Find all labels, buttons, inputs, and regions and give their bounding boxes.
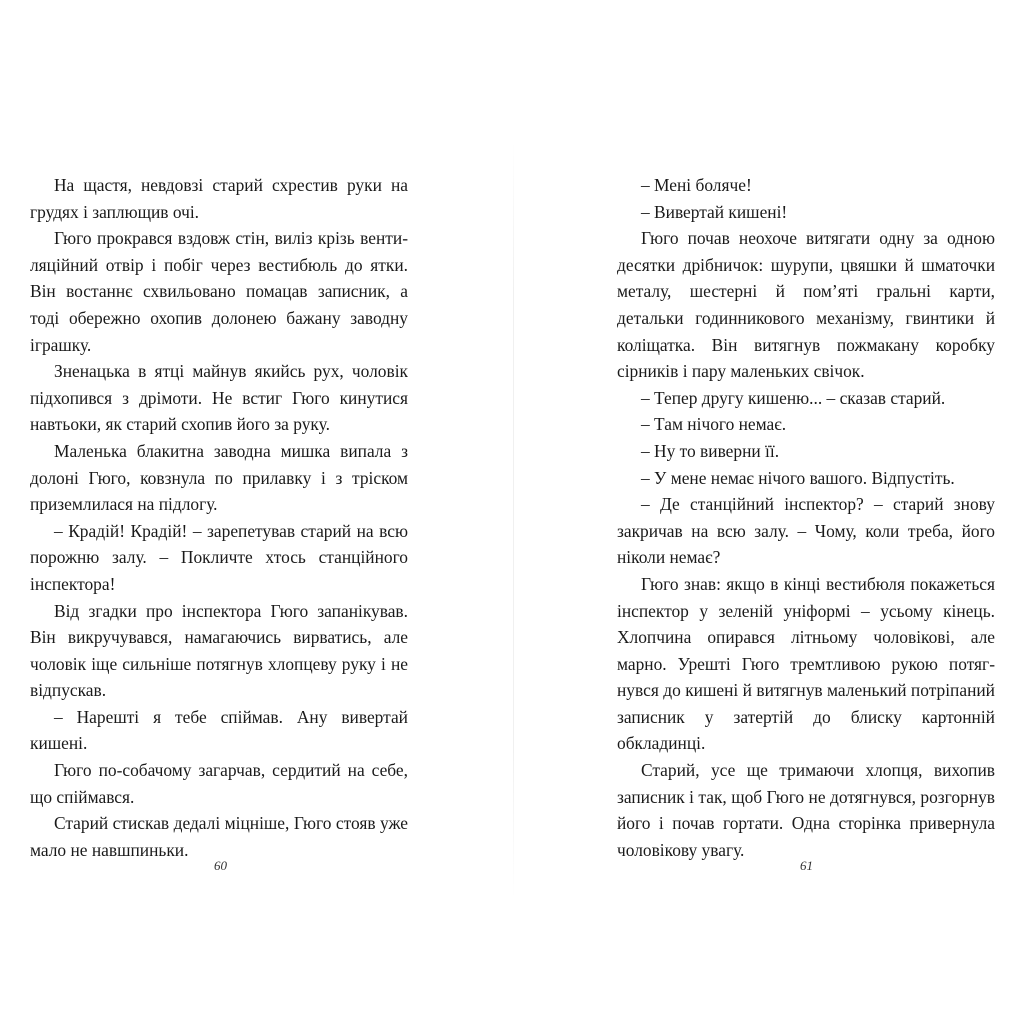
paragraph: Зненацька в ятці майнув якийсь рух, чоловік підхопився з дрімоти. Не встиг Гюго кинутися навтьоки, як старий схопив його за руку. [30,361,408,435]
paragraph: – Там нічого немає. [641,414,787,435]
paragraph: Гюго прокрався вздовж стін, виліз крізь вентиляційний отвір і побіг через вестибюль до ятки. Він востаннє схвильовано помацав записник, а тоді обережно охопив долонею бажану заводну іграшку. [30,228,408,355]
paragraph: Від згадки про інспектора Гюго запанікував. Він викручувався, намагаючись вирватись, але чоловік іще сильніше потягнув хлопцеву руку і не відпускав. [30,600,408,701]
right-page [617,172,995,863]
paragraph: Старий, усе ще тримаючи хлопця, вихопив записник і так, щоб Гюго не дотягнувся, розгорнув його і почав гортати. Одна сторінка привернула чоловікову увагу. [617,760,995,860]
paragraph: – Нарешті я тебе спіймав. Ану вивертай кишені. [30,706,408,754]
paragraph: Гюго почав неохоче витягати одну за одною десятки дрібничок: шурупи, цвяшки й шматочки металу, шестерні й пом’яті гральні карти, детальки годинникового механізму, гвинтики й коліщатка. Він витягнув пожмакану коробку сірників і пару маленьких свічок. [617,228,995,382]
paragraph: – Де станційний інспектор? – старий знову закричав на всю залу. – Чому, коли треба, його ніколи немає? [617,494,995,568]
paragraph: – Тепер другу кишеню... – сказав старий. [641,387,946,408]
paragraph: – Мені боляче! [641,175,752,195]
paragraph: – Ну то виверни її. [641,440,780,461]
page-number-left: 60 [214,858,227,873]
paragraph: Старий стискав дедалі міцніше, Гюго стояв уже мало не навшпиньки. [30,813,408,860]
paragraph: – Вивертай кишені! [641,201,788,222]
book-gutter [513,140,514,900]
paragraph: На щастя, невдовзі старий схрестив руки на грудях і заплющив очі. [30,175,408,222]
paragraph: Гюго по-собачому загарчав, сердитий на себе, що спіймався. [30,760,408,807]
paragraph: – Крадій! Крадій! – зарепетував старий на всю порожню залу. – Покличте хтось станційного інспектора! [30,520,408,594]
paragraph: Гюго знав: якщо в кінці вестибюля покажеться інспектор у зеленій уніформі – усьому кінець. Хлопчина опирався літньому чоловікові, але марно. Урешті Гюго тремтливою рукою потягнувся до кишені й витягнув маленький потріпаний записник у затертій до блиску картонній обкладинці. [617,573,995,754]
paragraph: Маленька блакитна заводна мишка випала з долоні Гюго, ковзнула по прилавку і з тріском приземлилася на підлогу. [30,440,408,515]
left-page [30,172,408,863]
paragraph: – У мене немає нічого вашого. Відпустіть. [641,467,955,488]
page-number-right: 61 [800,858,813,873]
